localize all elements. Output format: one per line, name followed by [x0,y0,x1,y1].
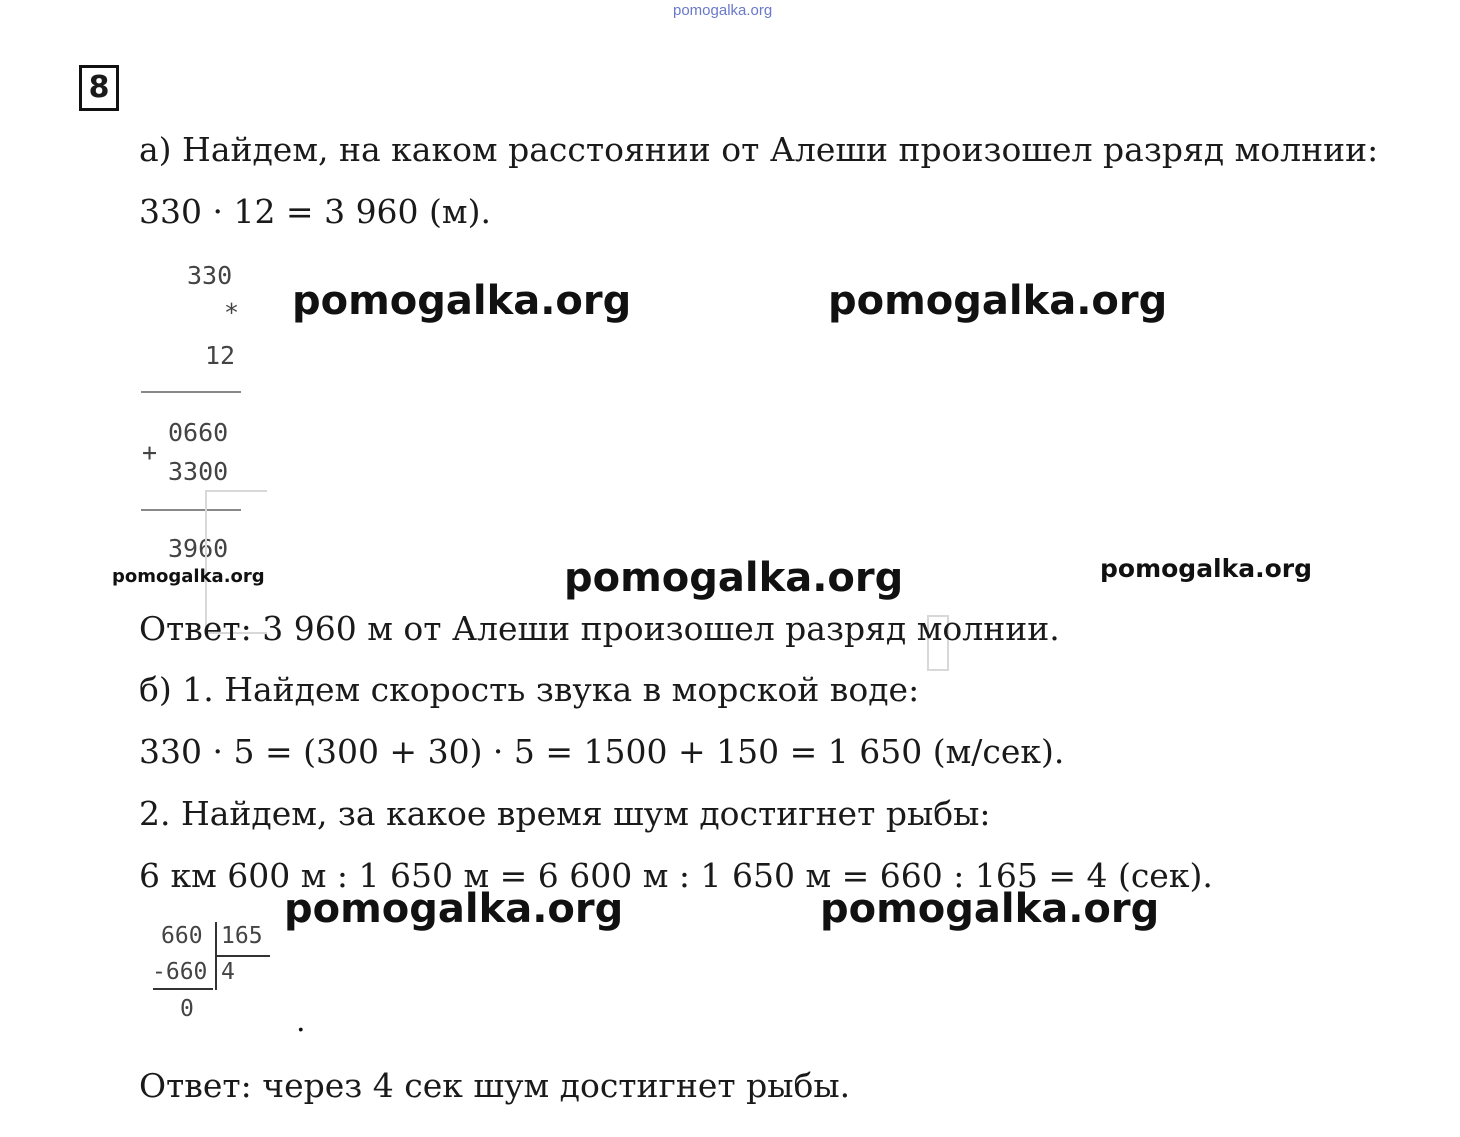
watermark: pomogalka.org [292,278,632,324]
multiplication-result: 3960 [168,534,229,563]
part-b-answer: Ответ: через 4 сек шум достигнет рыбы. [139,1066,851,1105]
subtrahend: -660 [152,959,208,985]
part-a-equation: 330 · 12 = 3 960 (м). [139,192,491,231]
plus-sign: + [142,438,158,467]
divisor: 165 [221,923,263,949]
quotient: 4 [221,959,235,985]
part-b-equation-2: 6 км 600 м : 1 650 м = 6 600 м : 1 650 м = 660 : 165 = 4 (сек). [139,856,1213,895]
multiply-operator: * [224,298,240,327]
part-b-equation-1: 330 · 5 = (300 + 30) · 5 = 1500 + 150 = 1 650 (м/сек). [139,732,1065,771]
stray-dot: . [296,1004,306,1039]
multiplication-rule [141,391,241,393]
remainder: 0 [180,996,194,1022]
watermark: pomogalka.org [1100,554,1313,583]
partial-product-1: 0660 [168,418,229,447]
multiplicand: 330 [187,261,233,290]
watermark: pomogalka.org [112,566,265,587]
part-b-step-2: 2. Найдем, за какое время шум достигнет рыбы: [139,794,991,833]
part-a-answer: Ответ: 3 960 м от Алеши произошел разряд молнии. [139,609,1060,648]
division-bar-horizontal [215,955,270,957]
watermark: pomogalka.org [564,555,904,601]
part-a-heading: а) Найдем, на каком расстоянии от Алеши произошел разряд молнии: [139,130,1379,169]
task-number-badge: 8 [79,65,119,111]
top-watermark: pomogalka.org [673,2,773,19]
partial-product-2: 3300 [168,457,229,486]
part-b-heading: б) 1. Найдем скорость звука в морской воде: [139,670,920,709]
dividend: 660 [161,923,203,949]
watermark: pomogalka.org [284,886,624,932]
watermark: pomogalka.org [828,278,1168,324]
division-subtract-rule [153,988,213,990]
multiplier: 12 [205,341,236,370]
watermark: pomogalka.org [820,886,1160,932]
